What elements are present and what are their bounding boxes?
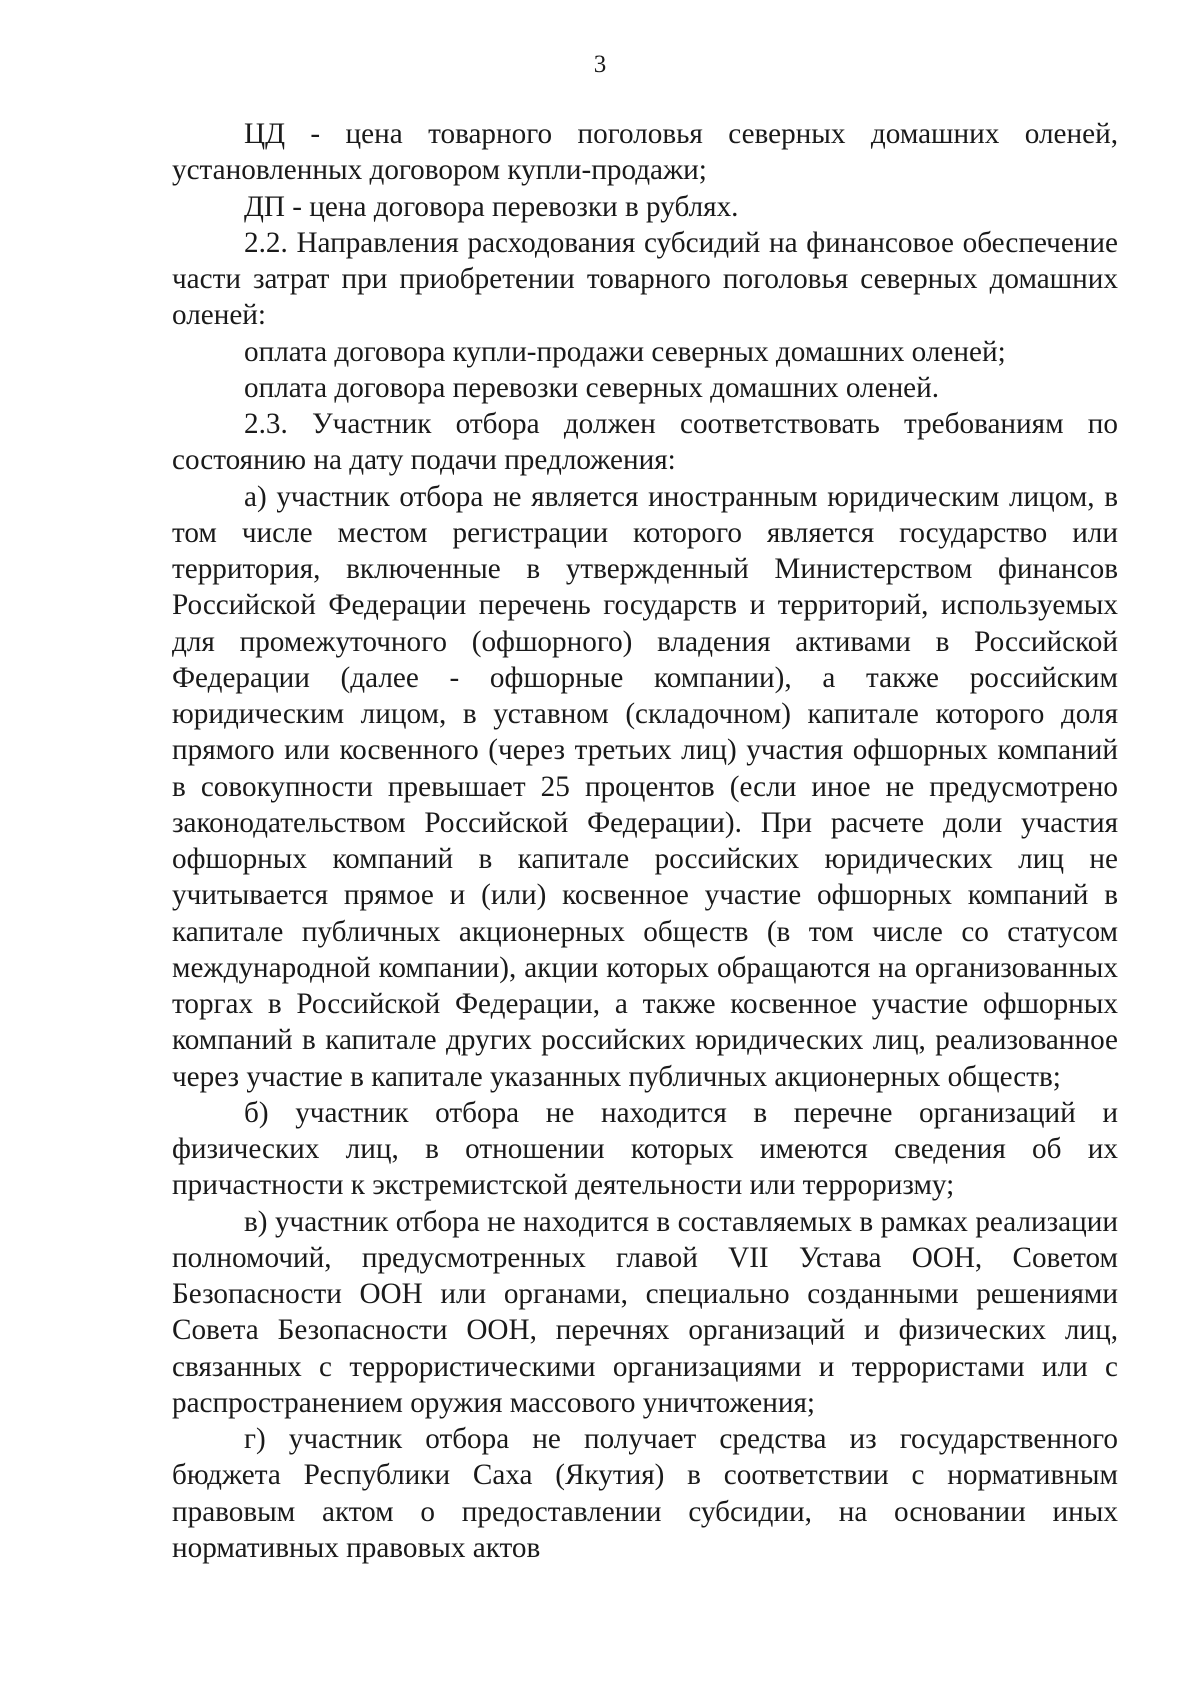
- paragraph-dp-definition: ДП - цена договора перевозки в рублях.: [244, 190, 739, 223]
- paragraph-item-b: б) участник отбора не находится в перечне организаций и физических лиц, в отношении которых имеются сведения об их причастности к экстремистской деятельности или терроризму;: [172, 1096, 1118, 1202]
- paragraph-2-2: 2.2. Направления расходования субсидий на финансовое обеспечение части затрат при приобретении товарного поголовья северных домашних оленей:: [172, 226, 1118, 332]
- paragraph-transport-payment: оплата договора перевозки северных домашних оленей.: [244, 371, 940, 404]
- paragraph-purchase-payment: оплата договора купли-продажи северных домашних оленей;: [244, 335, 1006, 368]
- paragraph-item-v: в) участник отбора не находится в составляемых в рамках реализации полномочий, предусмотренных главой VII Устава ООН, Советом Безопасности ООН или органами, специально созданными решениями Совета Безопасности ООН, перечнях организаций и физических лиц, связанных с террористическими организациями и террористами или с распространением оружия массового уничтожения;: [172, 1205, 1118, 1419]
- paragraph-2-3: 2.3. Участник отбора должен соответствовать требованиям по состоянию на дату подачи предложения:: [172, 408, 1118, 477]
- paragraph-item-a: а) участник отбора не является иностранным юридическим лицом, в том числе местом регистрации которого является государство или территория, включенные в утвержденный Министерством финансов Российской Федерации перечень государств и территорий, используемых для промежуточного (офшорного) владения активами в Российской Федерации (далее - офшорные компании), а также российским юридическим лицом, в уставном (складочном) капитале которого доля прямого или косвенного (через третьих лиц) участия офшорных компаний в совокупности превышает 25 процентов (если иное не предусмотрено законодательством Российской Федерации). При расчете доли участия офшорных компаний в капитале российских юридических лиц не учитывается прямое и (или) косвенное участие офшорных компаний в капитале публичных акционерных обществ (в том числе со статусом международной компании), акции которых обращаются на организованных торгах в Российской Федерации, а также косвенное участие офшорных компаний в капитале других российских юридических лиц, реализованное через участие в капитале указанных публичных акционерных обществ;: [172, 480, 1118, 1093]
- page-number: 3: [593, 51, 607, 78]
- document-body: [172, 116, 1118, 1566]
- paragraph-item-g: г) участник отбора не получает средства из государственного бюджета Республики Саха (Якутия) в соответствии с нормативным правовым актом о предоставлении субсидии, на основании иных нормативных правовых актов: [172, 1423, 1118, 1564]
- paragraph-cd-definition: ЦД - цена товарного поголовья северных домашних оленей, установленных договором купли-продажи;: [172, 118, 1118, 187]
